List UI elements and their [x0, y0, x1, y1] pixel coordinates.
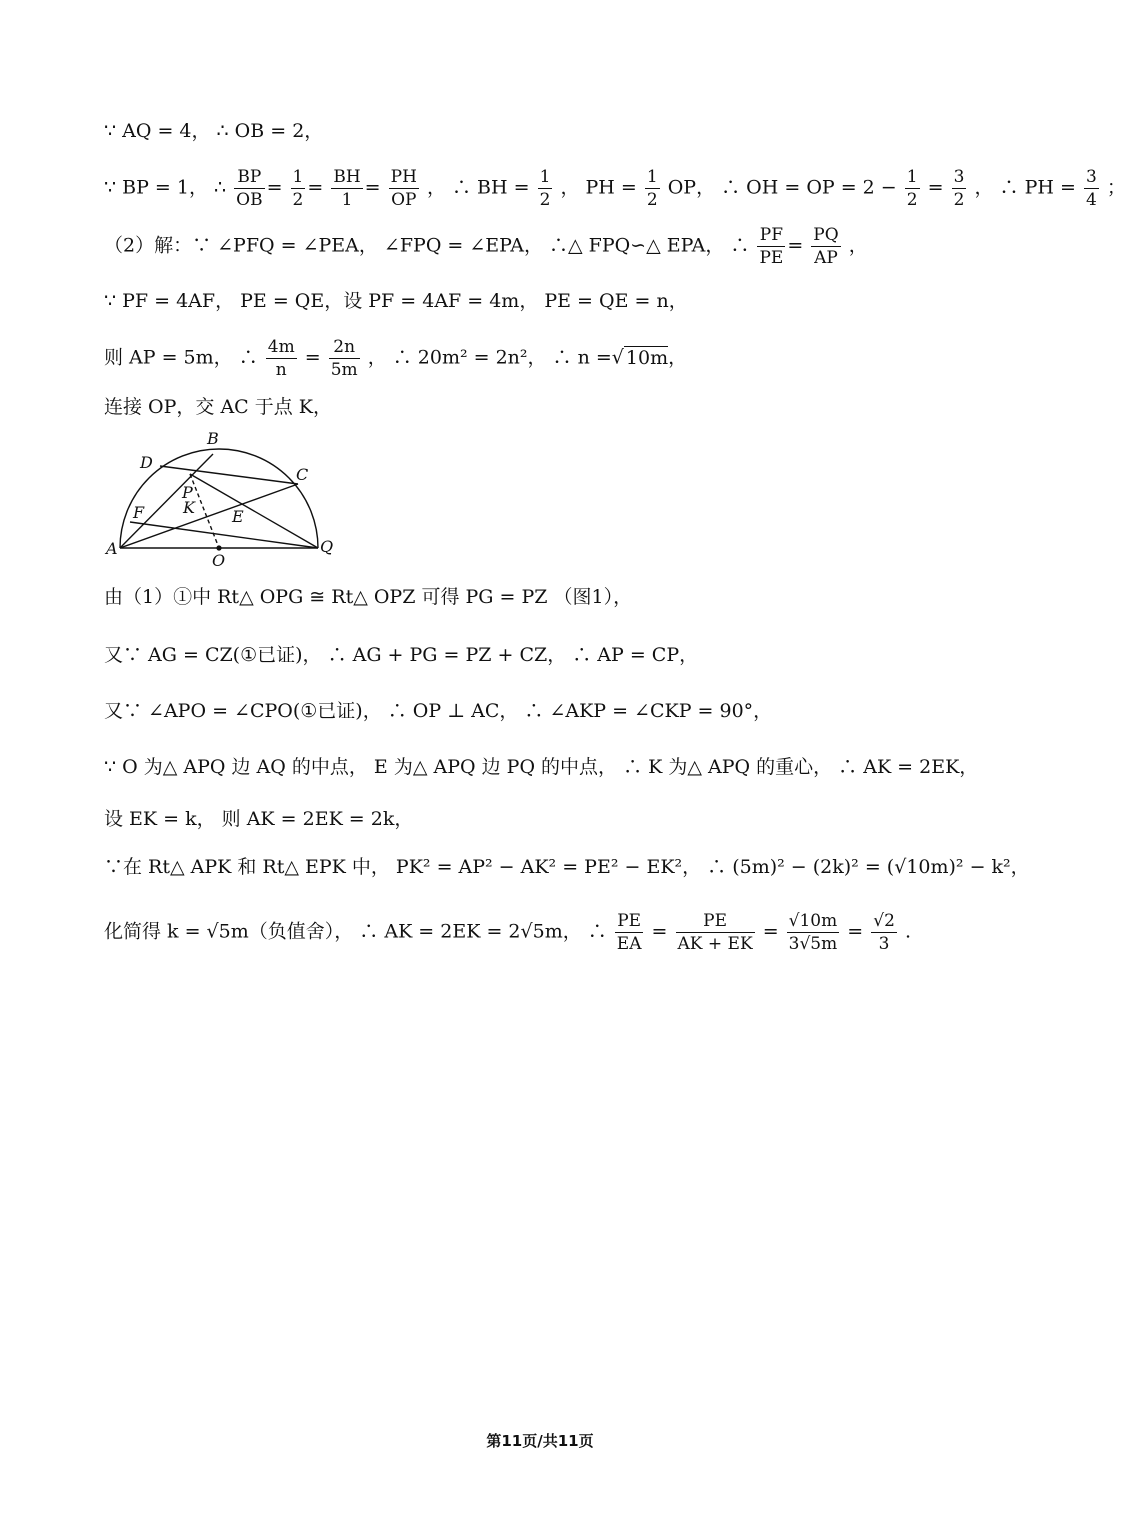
- fraction-half-3: $\frac{1}{2}$: [646, 167, 658, 210]
- fraction-bh-1: $\frac{BH}{1}$: [333, 167, 361, 210]
- fraction-three-quarter: $\frac{3}{4}$: [1085, 167, 1097, 210]
- line-13: 化简得 k = √5m（负值舍）， ∴ AK = 2EK = 2√5m， ∴ $\frac{PE}{EA}$ = $\frac{PE}{AK + EK}$ = $\frac{√10m}{3√5m}$ = $\frac{√2}{3}$ .: [104, 911, 912, 954]
- line-12: ∵在 Rt△ APK 和 Rt△ EPK 中， PK² = AP² − AK² = PE² − EK²， ∴ (5m)² − (2k)² = (√10m)² − k²，: [104, 856, 1030, 878]
- fraction-pe-akek: $\frac{PE}{AK + EK}$: [677, 911, 753, 954]
- line-11: 设 EK = k， 则 AK = 2EK = 2k，: [104, 808, 414, 830]
- fraction-bp-ob: $\frac{BP}{OB}$: [236, 167, 263, 210]
- fraction-three-half: $\frac{3}{2}$: [953, 167, 965, 210]
- page-footer: 第11页/共11页: [486, 1432, 594, 1450]
- fraction-half-4: $\frac{1}{2}$: [906, 167, 918, 210]
- line-5: 则 AP = 5m， ∴ $\frac{4m}{n}$ = $\frac{2n}{5m}$ ， ∴ 20m² = 2n²， ∴ n =√ 10m，: [104, 337, 688, 380]
- line-1: ∵ AQ = 4， ∴ OB = 2，: [104, 120, 324, 142]
- label-p: P: [182, 483, 193, 502]
- label-q: Q: [320, 537, 334, 556]
- fraction-ph-op: $\frac{PH}{OP}$: [390, 167, 417, 210]
- label-c: C: [296, 465, 309, 484]
- fraction-4m-n: $\frac{4m}{n}$: [267, 337, 295, 380]
- line-4: ∵ PF = 4AF， PE = QE，设 PF = 4AF = 4m， PE = QE = n，: [104, 290, 688, 312]
- fraction-2n-5m: $\frac{2n}{5m}$: [330, 337, 358, 380]
- segment-ac: [120, 484, 298, 548]
- line-9: 又∵ ∠APO = ∠CPO(①已证)， ∴ OP ⊥ AC， ∴ ∠AKP = ∠CKP = 90°，: [104, 700, 773, 722]
- label-a: A: [106, 539, 118, 558]
- point-o: [216, 545, 221, 550]
- segment-ab: [120, 454, 213, 548]
- fraction-half: $\frac{1}{2}$: [292, 167, 304, 210]
- label-d: D: [140, 453, 153, 472]
- line-7: 由（1）①中 Rt△ OPG ≅ Rt△ OPZ 可得 PG = PZ （图1），: [104, 586, 633, 608]
- line-3: （2）解：∵ ∠PFQ = ∠PEA， ∠FPQ = ∠EPA， ∴△ FPQ∽△ EPA， ∴ $\frac{PF}{PE}$ = $\frac{PQ}{AP}$ ，: [104, 225, 868, 268]
- segment-pq: [190, 474, 318, 548]
- fraction-sqrt10m-3sqrt5m: $\frac{√10m}{3√5m}$: [788, 911, 838, 954]
- label-f: F: [133, 503, 145, 522]
- fraction-pf-pe: $\frac{PF}{PE}$: [759, 225, 784, 268]
- line-2: ∵ BP = 1， ∴ $\frac{BP}{OB}$ = $\frac{1}{2}$ = $\frac{BH}{1}$ = $\frac{PH}{OP}$ ， ∴ BH = $\frac{1}{2}$ ， PH = $\frac{1}{2}$ OP， ∴ OH = OP = 2 − $\frac{1}{2}$ = $\frac{3}{2}$ ， ∴ PH = $\frac{3}{4}$ ；: [104, 167, 1126, 210]
- semicircle-geometry-figure: [100, 426, 340, 572]
- line-10: ∵ O 为△ APQ 边 AQ 的中点， E 为△ APQ 边 PQ 的中点， ∴ K 为△ APQ 的重心， ∴ AK = 2EK，: [104, 756, 979, 778]
- fraction-sqrt2-3: $\frac{√2}{3}$: [873, 911, 895, 954]
- label-e: E: [232, 507, 244, 526]
- fraction-pq-ap: $\frac{PQ}{AP}$: [813, 225, 839, 268]
- fraction-half-2: $\frac{1}{2}$: [539, 167, 551, 210]
- line-6: 连接 OP，交 AC 于点 K，: [104, 396, 332, 418]
- label-b: B: [207, 429, 219, 448]
- label-o: O: [212, 551, 226, 570]
- line-8: 又∵ AG = CZ(①已证)， ∴ AG + PG = PZ + CZ， ∴ AP = CP，: [104, 644, 699, 666]
- fraction-pe-ea: $\frac{PE}{EA}$: [616, 911, 642, 954]
- label-k: K: [183, 498, 195, 517]
